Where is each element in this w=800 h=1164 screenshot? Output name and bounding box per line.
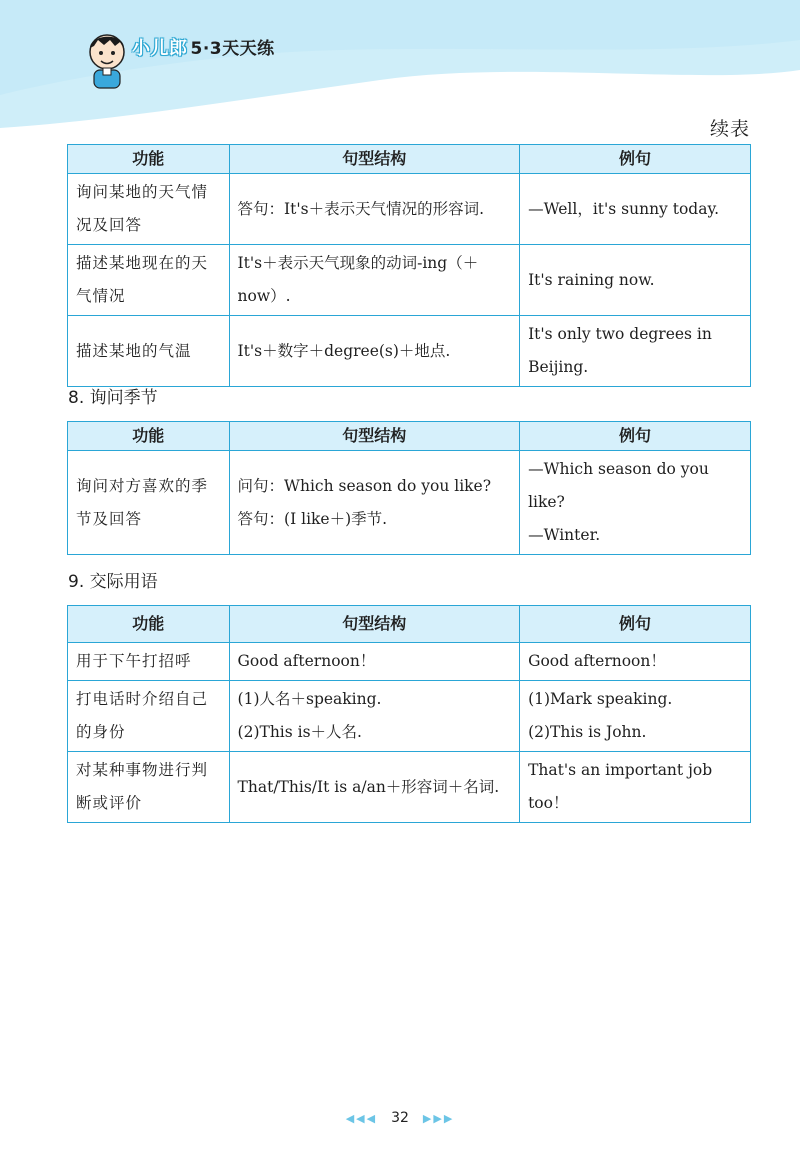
- example-line: (1)Mark speaking.: [528, 690, 673, 708]
- function-cell: 询问对方喜欢的季节及回答: [68, 451, 230, 555]
- header-structure: 句型结构: [229, 145, 520, 174]
- header-structure: 句型结构: [229, 422, 520, 451]
- page-footer: [0, 1110, 800, 1126]
- continued-label: 续表: [709, 118, 750, 140]
- section-9-title: 9. 交际用语: [68, 572, 158, 592]
- table-row: [68, 316, 751, 387]
- table-communication: [67, 605, 751, 823]
- example-cell: It's only two degrees in Beijing.: [520, 316, 751, 387]
- table-weather: [67, 144, 751, 387]
- structure-answer: 答句：(I like＋)季节.: [237, 509, 388, 528]
- table-header-row: [68, 422, 751, 451]
- boy-mascot-icon: [80, 28, 134, 90]
- function-cell: 描述某地的气温: [68, 316, 230, 387]
- function-cell: 用于下午打招呼: [68, 643, 230, 681]
- example-cell: —Well，it's sunny today.: [520, 174, 751, 245]
- function-cell: 打电话时介绍自己的身份: [68, 681, 230, 752]
- function-cell: 询问某地的天气情况及回答: [68, 174, 230, 245]
- structure-line: (2)This is＋人名.: [237, 723, 362, 741]
- series-brand: [132, 34, 275, 60]
- header-example: 例句: [520, 145, 751, 174]
- structure-cell: [229, 451, 520, 555]
- table-seasons: [67, 421, 751, 555]
- example-cell: That's an important job too！: [520, 752, 751, 823]
- example-answer: —Winter.: [528, 526, 601, 544]
- header-function: 功能: [68, 145, 230, 174]
- table-row: [68, 174, 751, 245]
- function-cell: 描述某地现在的天气情况: [68, 245, 230, 316]
- header-example: 例句: [520, 422, 751, 451]
- table-row: [68, 451, 751, 555]
- example-question: —Which season do you like?: [528, 460, 709, 511]
- example-cell: It's raining now.: [520, 245, 751, 316]
- function-cell: 对某种事物进行判断或评价: [68, 752, 230, 823]
- table-row: [68, 245, 751, 316]
- section-8-title: 8. 询问季节: [68, 388, 158, 408]
- example-cell: Good afternoon！: [520, 643, 751, 681]
- example-cell: [520, 451, 751, 555]
- table-row: [68, 752, 751, 823]
- table-header-row: [68, 145, 751, 174]
- left-arrows-icon: ◀◀◀: [345, 1112, 378, 1125]
- right-arrows-icon: ▶▶▶: [422, 1112, 455, 1125]
- structure-cell: It's＋表示天气现象的动词-ing（＋now）.: [229, 245, 520, 316]
- header-function: 功能: [68, 606, 230, 643]
- page-number: 32: [391, 1110, 409, 1126]
- structure-cell: [229, 681, 520, 752]
- example-cell: [520, 681, 751, 752]
- series-title: 5·3天天练: [190, 39, 275, 59]
- table-row: [68, 643, 751, 681]
- header-example: 例句: [520, 606, 751, 643]
- header-structure: 句型结构: [229, 606, 520, 643]
- header-function: 功能: [68, 422, 230, 451]
- structure-line: (1)人名＋speaking.: [237, 690, 382, 708]
- example-line: (2)This is John.: [528, 723, 647, 741]
- structure-question: 问句：Which season do you like?: [237, 476, 492, 495]
- structure-cell: That/This/It is a/an＋形容词＋名词.: [229, 752, 520, 823]
- structure-cell: 答句：It's＋表示天气情况的形容词.: [229, 174, 520, 245]
- structure-cell: Good afternoon！: [229, 643, 520, 681]
- table-header-row: [68, 606, 751, 643]
- brand-logo-text: 小儿郎: [132, 38, 188, 59]
- table-row: [68, 681, 751, 752]
- structure-cell: It's＋数字＋degree(s)＋地点.: [229, 316, 520, 387]
